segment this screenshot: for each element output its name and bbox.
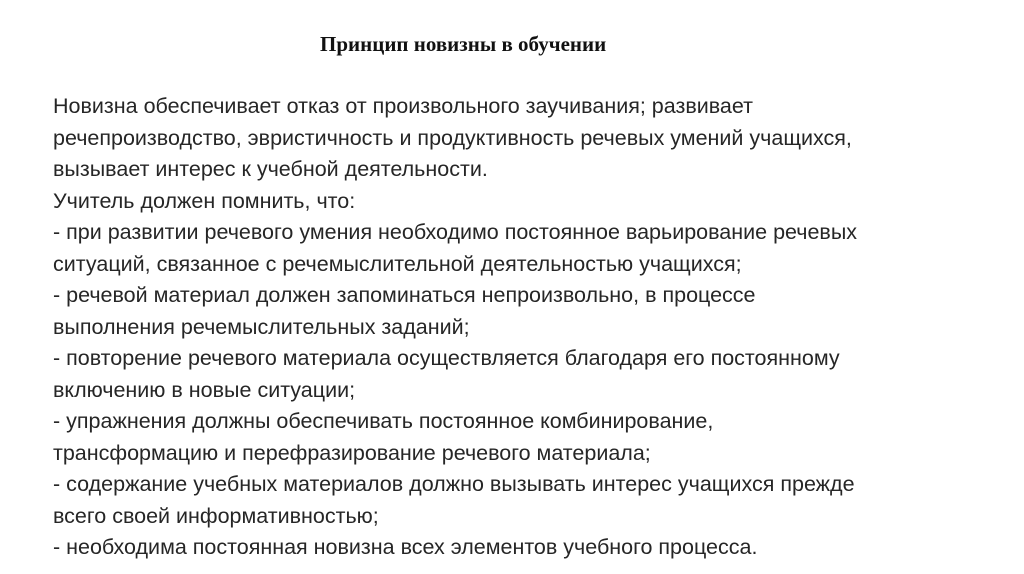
body-line: Новизна обеспечивает отказ от произвольного заучивания; развивает (53, 94, 753, 118)
bullet-line: включению в новые ситуации; (53, 377, 356, 402)
slide-body (53, 91, 973, 564)
bullet-line: - при развитии речевого умения необходимо постоянное варьирование речевых (53, 220, 858, 244)
bullet-line: - необходима постоянная новизна всех элементов учебного процесса. (53, 535, 758, 559)
bullet-line: - речевой материал должен запоминаться непроизвольно, в процессе (53, 283, 756, 307)
bullet-line: - содержание учебных материалов должно вызывать интерес учащихся прежде (53, 472, 855, 496)
bullet-line: выполнения речемыслительных заданий; (53, 314, 470, 339)
bullet-line: трансформацию и перефразирование речевого материала; (53, 440, 651, 465)
bullet-line: ситуаций, связанное с речемыслительной деятельностью учащихся; (53, 251, 742, 276)
body-line: вызывает интерес к учебной деятельности. (53, 157, 488, 181)
slide-title: Принцип новизны в обучении (320, 32, 607, 56)
body-line: речепроизводство, эвристичность и продуктивность речевых умений учащихся, (53, 125, 852, 150)
bullet-line: всего своей информативностью; (53, 503, 379, 528)
bullet-line: - упражнения должны обеспечивать постоянное комбинирование, (53, 409, 714, 433)
bullet-line: - повторение речевого материала осуществляется благодаря его постоянному (53, 346, 840, 370)
body-line: Учитель должен помнить, что: (53, 188, 356, 213)
